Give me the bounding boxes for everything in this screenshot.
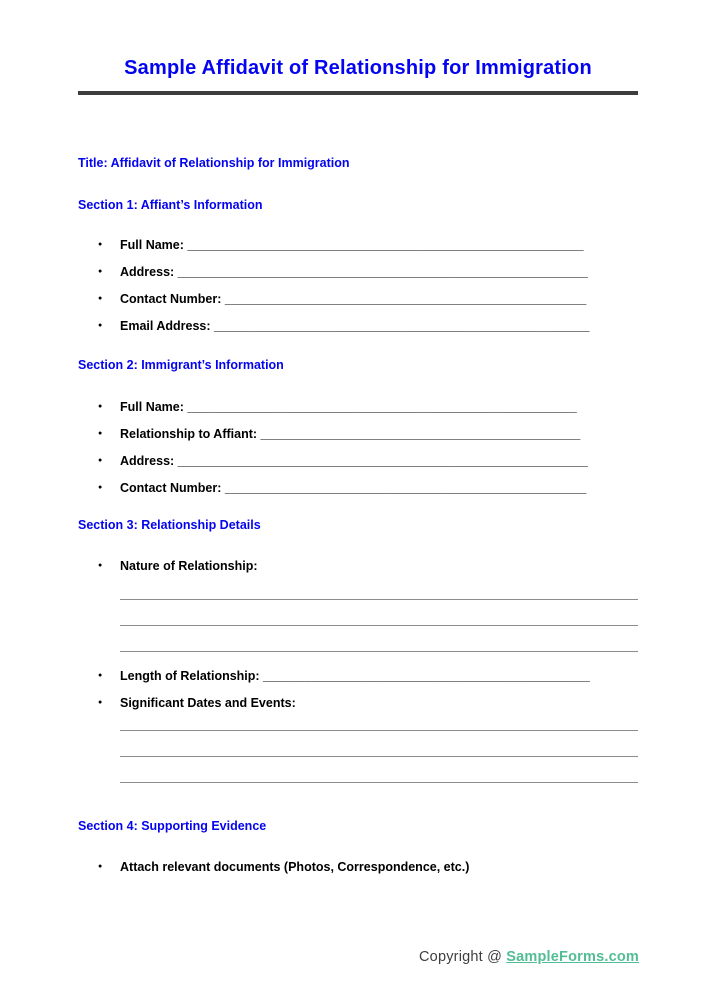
- section-2-heading: Section 2: Immigrant’s Information: [78, 358, 284, 372]
- section-4-heading: Section 4: Supporting Evidence: [78, 819, 267, 833]
- field-blank: ____________________________________________________: [221, 291, 587, 306]
- bullet-icon: [78, 699, 120, 706]
- bullet-icon: [78, 863, 120, 870]
- field-blank: ________________________________________________________: [183, 399, 577, 414]
- field-label: Length of Relationship:: [120, 668, 260, 683]
- document-page: [0, 56, 716, 880]
- answer-line: [120, 757, 638, 783]
- section-4-fields: [78, 853, 638, 880]
- field-blank: ___________________________________________________________: [174, 264, 588, 279]
- bullet-icon: [78, 268, 120, 275]
- field-blank: ______________________________________________: [257, 426, 581, 441]
- field-affiant-full-name: [78, 231, 638, 258]
- bullet-icon: [78, 295, 120, 302]
- dates-write-in-lines: [120, 716, 638, 783]
- field-blank: _______________________________________________: [259, 668, 590, 683]
- field-label: Nature of Relationship:: [120, 558, 258, 573]
- field-label: Full Name:: [120, 399, 184, 414]
- field-label: Attach relevant documents (Photos, Correspondence, etc.): [120, 859, 470, 874]
- answer-line: [120, 583, 638, 600]
- field-blank: ______________________________________________________: [210, 318, 590, 333]
- answer-line: [120, 716, 638, 731]
- sampleforms-link[interactable]: SampleForms.com: [506, 949, 639, 965]
- field-immigrant-contact-number: [78, 474, 638, 501]
- field-affiant-email-address: [78, 312, 638, 339]
- bullet-icon: [78, 241, 120, 248]
- field-significant-dates-events: [78, 689, 638, 716]
- doc-title-line: Title: Affidavit of Relationship for Immigration: [78, 156, 350, 170]
- answer-line: [120, 626, 638, 652]
- bullet-icon: [78, 672, 120, 679]
- section-1-fields: [78, 231, 638, 339]
- field-blank: _________________________________________________________: [183, 237, 584, 252]
- field-affiant-address: [78, 258, 638, 285]
- section-3-heading: Section 3: Relationship Details: [78, 518, 261, 532]
- field-blank: ___________________________________________________________: [174, 453, 588, 468]
- field-relationship-to-affiant: [78, 420, 638, 447]
- field-immigrant-address: [78, 447, 638, 474]
- answer-line: [120, 600, 638, 626]
- section-2-fields: [78, 393, 638, 501]
- copyright-text: Copyright @: [419, 949, 507, 965]
- field-nature-of-relationship: [78, 552, 638, 579]
- answer-line: [120, 731, 638, 757]
- field-label: Significant Dates and Events:: [120, 695, 296, 710]
- section-1-heading: Section 1: Affiant’s Information: [78, 198, 263, 212]
- bullet-icon: [78, 403, 120, 410]
- bullet-icon: [78, 484, 120, 491]
- field-label: Contact Number:: [120, 291, 222, 306]
- bullet-icon: [78, 322, 120, 329]
- bullet-icon: [78, 562, 120, 569]
- field-label: Full Name:: [120, 237, 184, 252]
- field-length-of-relationship: [78, 662, 638, 689]
- field-label: Relationship to Affiant:: [120, 426, 258, 441]
- field-attach-documents: [78, 853, 638, 880]
- bullet-icon: [78, 430, 120, 437]
- field-label: Address:: [120, 264, 175, 279]
- nature-write-in-lines: [120, 583, 638, 652]
- field-affiant-contact-number: [78, 285, 638, 312]
- field-label: Contact Number:: [120, 480, 222, 495]
- title-rule: [78, 91, 638, 95]
- field-blank: ____________________________________________________: [221, 480, 587, 495]
- footer: [419, 949, 639, 965]
- bullet-icon: [78, 457, 120, 464]
- field-label: Address:: [120, 453, 175, 468]
- page-title: Sample Affidavit of Relationship for Immigration: [124, 57, 592, 79]
- field-immigrant-full-name: [78, 393, 638, 420]
- field-label: Email Address:: [120, 318, 211, 333]
